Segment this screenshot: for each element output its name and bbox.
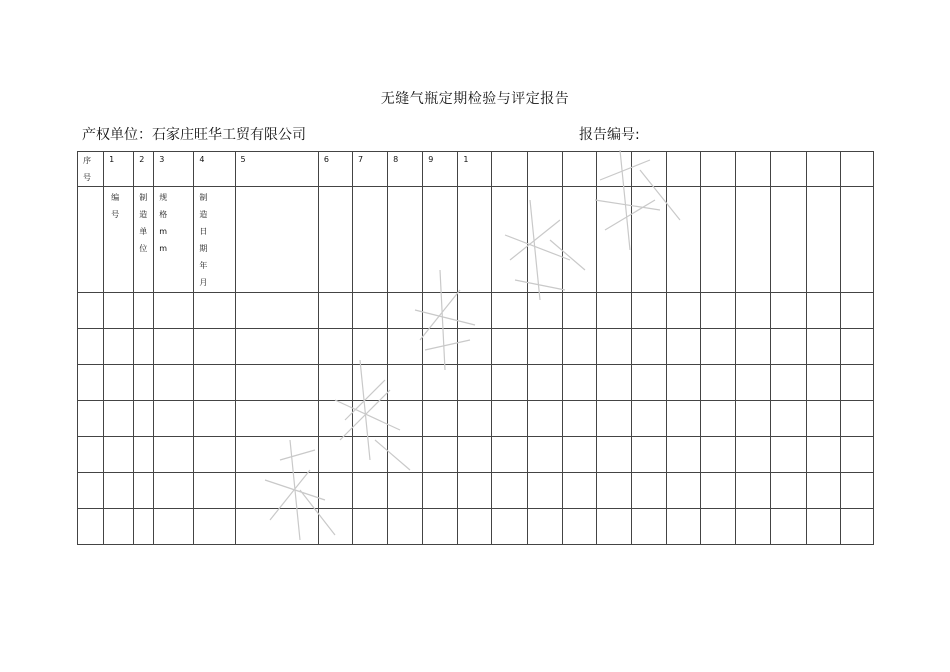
table-cell [134,365,154,401]
header-cell [235,152,318,187]
report-title: 无缝气瓶定期检验与评定报告 [380,91,570,107]
table-cell [318,473,352,509]
table-cell [840,329,873,365]
table-cell [840,365,873,401]
header-cell [492,187,527,293]
table-cell [806,473,840,509]
header-cell [352,187,387,293]
table-cell [318,329,352,365]
header-label: 6 [323,155,329,164]
table-cell [78,401,104,437]
table-cell [235,509,318,545]
header-cell [840,152,873,187]
table-body [78,293,874,545]
header-cell [492,152,527,187]
table-cell [701,437,736,473]
header-cell [194,152,235,187]
header-label: 1 [463,155,469,164]
table-cell [562,509,596,545]
table-cell [771,437,806,473]
table-cell [388,473,423,509]
table-cell [318,509,352,545]
table-cell [78,329,104,365]
table-cell [527,473,562,509]
table-cell [388,293,423,329]
table-row [78,473,874,509]
table-cell [388,401,423,437]
table-cell [806,509,840,545]
table-cell [318,365,352,401]
header-cell [562,187,596,293]
header-cell [318,187,352,293]
table-cell [527,401,562,437]
table-cell [423,401,458,437]
table-cell [840,509,873,545]
header-cell [596,187,631,293]
table-cell [104,329,134,365]
header-cell [154,187,194,293]
table-cell [235,401,318,437]
table-cell [104,437,134,473]
table-cell [562,329,596,365]
header-cell [235,187,318,293]
table-cell [631,437,666,473]
header-cell [736,152,771,187]
table-cell [667,329,701,365]
table-cell [840,293,873,329]
table-cell [318,401,352,437]
table-cell [771,509,806,545]
header-cell [458,187,492,293]
table-cell [388,437,423,473]
header-cell [388,152,423,187]
table-cell [527,365,562,401]
table-cell [596,329,631,365]
table-cell [78,509,104,545]
table-cell [840,401,873,437]
header-label-serial: 编号 [111,193,120,219]
table-cell [458,437,492,473]
table-cell [134,401,154,437]
table-cell [701,509,736,545]
header-cell [154,152,194,187]
table-cell [562,293,596,329]
table-cell [631,473,666,509]
header-cell [771,152,806,187]
table-cell [423,437,458,473]
table-cell [806,293,840,329]
table-cell [104,509,134,545]
table-cell [492,365,527,401]
table-cell [492,509,527,545]
table-cell [631,509,666,545]
table-cell [527,437,562,473]
header-label: 5 [240,155,246,164]
header-cell [194,187,235,293]
table-cell [701,293,736,329]
table-cell [318,293,352,329]
table-cell [492,437,527,473]
table-cell [78,365,104,401]
table-cell [492,329,527,365]
table-cell [352,401,387,437]
table-cell [492,401,527,437]
table-cell [667,437,701,473]
table-cell [631,329,666,365]
header-label: 2 [139,155,145,164]
table-cell [423,509,458,545]
table-row [78,365,874,401]
table-cell [134,473,154,509]
table-cell [423,473,458,509]
header-label: 4 [199,155,205,164]
table-cell [352,329,387,365]
table-cell [104,473,134,509]
table-cell [154,293,194,329]
table-cell [423,329,458,365]
table-cell [596,293,631,329]
table-cell [596,473,631,509]
table-cell [771,401,806,437]
header-cell [104,187,134,293]
table-cell [771,473,806,509]
table-cell [154,365,194,401]
table-cell [104,401,134,437]
table-cell [806,401,840,437]
header-cell [352,152,387,187]
table-cell [736,365,771,401]
table-cell [701,473,736,509]
table-cell [701,365,736,401]
table-row [78,293,874,329]
table-cell [527,329,562,365]
table-cell [458,401,492,437]
header-cell [134,152,154,187]
table-cell [134,293,154,329]
table-cell [235,473,318,509]
header-cell [78,187,104,293]
table-cell [104,293,134,329]
header-cell [631,187,666,293]
table-cell [194,365,235,401]
header-cell [667,152,701,187]
header-cell [527,152,562,187]
table-row [78,437,874,473]
table-cell [631,293,666,329]
header-cell [134,187,154,293]
table-cell [492,473,527,509]
header-cell [631,152,666,187]
table-cell [562,365,596,401]
table-cell [701,329,736,365]
table-cell [352,509,387,545]
table-cell [840,473,873,509]
table-cell [631,401,666,437]
table-cell [194,437,235,473]
header-label: 8 [393,155,399,164]
table-cell [596,365,631,401]
table-cell [806,437,840,473]
table-cell [235,329,318,365]
table-cell [458,365,492,401]
header-cell [667,187,701,293]
header-label-date: 制造日期年月 [199,193,208,287]
header-label: 3 [159,155,165,164]
table-cell [736,329,771,365]
table-cell [596,437,631,473]
table-cell [736,437,771,473]
table-cell [154,437,194,473]
table-cell [194,401,235,437]
table-cell [78,437,104,473]
table-cell [104,365,134,401]
table-row [78,509,874,545]
report-number-label: 报告编号: [579,127,640,143]
table-cell [736,293,771,329]
table-cell [667,509,701,545]
table-cell [154,401,194,437]
table-cell [78,293,104,329]
table-cell [235,365,318,401]
header-cell [771,187,806,293]
header-cell [701,187,736,293]
table-cell [154,473,194,509]
table-cell [194,473,235,509]
table-cell [352,437,387,473]
table-cell [771,365,806,401]
table-row [78,329,874,365]
inspection-table [77,151,874,545]
table-cell [78,473,104,509]
header-cell [806,187,840,293]
table-cell [318,437,352,473]
table-cell [352,293,387,329]
table-cell [701,401,736,437]
table-cell [388,509,423,545]
table-cell [423,293,458,329]
table-cell [194,293,235,329]
header-cell [806,152,840,187]
table-cell [771,293,806,329]
table-cell [667,473,701,509]
header-label: 序号 [83,156,91,182]
table-cell [840,437,873,473]
header-cell [423,187,458,293]
table-cell [458,509,492,545]
table-cell [771,329,806,365]
header-cell [423,152,458,187]
table-cell [154,509,194,545]
table-cell [194,509,235,545]
header-cell [562,152,596,187]
table-cell [667,365,701,401]
table-cell [134,329,154,365]
table-cell [134,509,154,545]
owner-unit: 产权单位：石家庄旺华工贸有限公司 [82,127,306,143]
header-label: 9 [428,155,434,164]
table-cell [562,437,596,473]
table-cell [736,509,771,545]
header-label-spec: 规格mm [159,193,168,253]
table-cell [235,437,318,473]
header-cell [318,152,352,187]
table-cell [806,329,840,365]
header-cell [78,152,104,187]
table-cell [194,329,235,365]
header-cell [840,187,873,293]
table-cell [667,401,701,437]
table-cell [388,329,423,365]
table-cell [527,509,562,545]
table-cell [596,401,631,437]
table-cell [596,509,631,545]
table-cell [458,473,492,509]
header-cell [388,187,423,293]
table-cell [154,329,194,365]
table-cell [423,365,458,401]
header-label: 7 [357,155,364,164]
header-label-manufacturer: 制造单位 [139,193,148,253]
table-cell [492,293,527,329]
header-row-labels [78,187,874,293]
header-cell [104,152,134,187]
table-cell [352,473,387,509]
table-row [78,401,874,437]
table-cell [562,473,596,509]
table-cell [736,473,771,509]
table-cell [388,365,423,401]
header-label: 1 [109,155,115,164]
header-row-numbers [78,152,874,187]
table-cell [235,293,318,329]
table-cell [458,329,492,365]
table-cell [352,365,387,401]
header-cell [596,152,631,187]
table-cell [806,365,840,401]
header-cell [701,152,736,187]
header-cell [527,187,562,293]
table-cell [527,293,562,329]
header-cell [736,187,771,293]
table-cell [562,401,596,437]
table-cell [667,293,701,329]
table-cell [134,437,154,473]
table-cell [458,293,492,329]
table-cell [631,365,666,401]
table-cell [736,401,771,437]
header-cell [458,152,492,187]
